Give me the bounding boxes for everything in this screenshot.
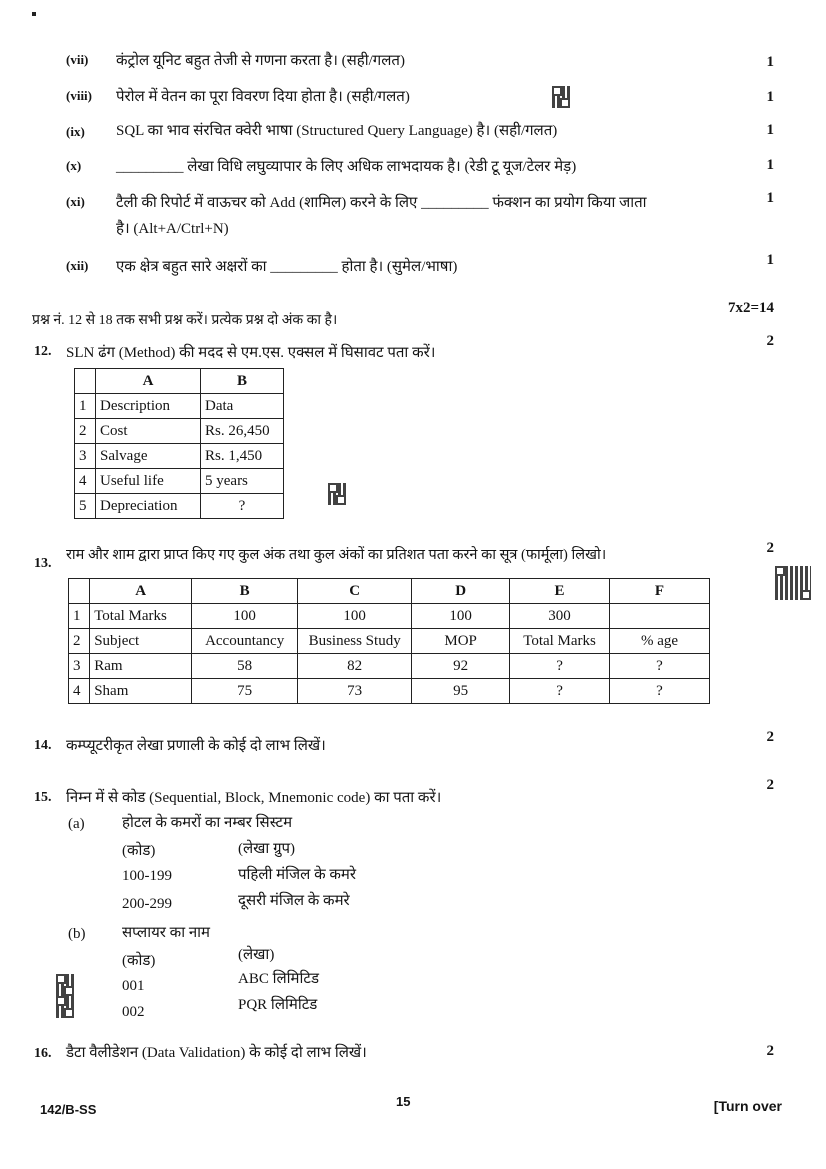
item-number: (xii) <box>66 258 89 273</box>
section-marks: 7x2=14 <box>727 300 774 316</box>
table-cell: Ram <box>90 654 192 679</box>
group-value: दूसरी मंजिल के कमरे <box>238 893 350 909</box>
table-cell: Rs. 1,450 <box>201 444 284 469</box>
item-text: SQL का भाव संरचित क्वेरी भाषा (Structured Query Language) है। (सही/गलत) <box>116 123 558 139</box>
table-cell: Depreciation <box>96 494 201 519</box>
header-cell: D <box>412 579 510 604</box>
row-index: 1 <box>69 604 90 629</box>
question-number: 13. <box>34 556 52 571</box>
table-cell: 92 <box>412 654 510 679</box>
table-cell: ? <box>610 679 710 704</box>
item-mark: 1 <box>766 122 774 138</box>
qr-code-icon <box>775 566 811 600</box>
row-index: 1 <box>75 394 96 419</box>
item-number: (viii) <box>66 88 92 103</box>
sub-title: होटल के कमरों का नम्बर सिस्टम <box>122 815 293 831</box>
table-cell: 73 <box>298 679 412 704</box>
item-mark: 1 <box>766 89 774 105</box>
question-number: 16. <box>34 1046 52 1061</box>
table-row <box>75 394 284 419</box>
table-cell: Accountancy <box>192 629 298 654</box>
header-cell: A <box>90 579 192 604</box>
question-mark: 2 <box>766 729 774 745</box>
row-index: 4 <box>69 679 90 704</box>
table-cell <box>610 604 710 629</box>
scan-dot <box>32 12 36 16</box>
question-mark: 2 <box>766 540 774 556</box>
table-cell: 95 <box>412 679 510 704</box>
question-number: 12. <box>34 344 52 359</box>
group-col-header: (लेखा ग्रुप) <box>238 841 296 857</box>
q12-sheet-table <box>74 368 284 519</box>
table-header-row <box>75 369 284 394</box>
table-cell: 100 <box>192 604 298 629</box>
q13-sheet-table <box>68 578 710 704</box>
item-text: कंट्रोल यूनिट बहुत तेजी से गणना करता है। (सही/गलत) <box>116 53 405 69</box>
question-mark: 2 <box>766 333 774 349</box>
paper-code: 142/B-SS <box>40 1102 97 1117</box>
row-index: 3 <box>75 444 96 469</box>
row-index: 4 <box>75 469 96 494</box>
qr-code-icon <box>56 974 74 996</box>
table-cell: Business Study <box>298 629 412 654</box>
code-value: 002 <box>122 1004 145 1020</box>
code-value: 100-199 <box>122 868 172 884</box>
table-row <box>69 654 710 679</box>
code-value: 001 <box>122 978 145 994</box>
table-cell: Useful life <box>96 469 201 494</box>
row-index: 2 <box>75 419 96 444</box>
table-cell: 300 <box>510 604 610 629</box>
table-cell: 100 <box>412 604 510 629</box>
header-cell: B <box>201 369 284 394</box>
item-number: (vii) <box>66 52 89 67</box>
question-text: कम्प्यूटरीकृत लेखा प्रणाली के कोई दो लाभ लिखें। <box>66 738 326 754</box>
table-cell: Total Marks <box>510 629 610 654</box>
header-cell <box>75 369 96 394</box>
table-cell: MOP <box>412 629 510 654</box>
turn-over-label: [Turn over <box>713 1098 782 1114</box>
table-cell: 75 <box>192 679 298 704</box>
group-value: पहिली मंजिल के कमरे <box>238 867 356 883</box>
header-cell <box>69 579 90 604</box>
question-number: 15. <box>34 790 52 805</box>
item-mark: 1 <box>766 54 774 70</box>
question-text: राम और शाम द्वारा प्राप्त किए गए कुल अंक तथा कुल अंकों का प्रतिशत पता करने का सूत्र (फार्मूला) लिखो। <box>66 547 607 563</box>
qr-code-icon <box>56 996 74 1018</box>
question-text: निम्न में से कोड (Sequential, Block, Mnemonic code) का पता करें। <box>66 790 442 806</box>
table-cell: Sham <box>90 679 192 704</box>
header-cell: F <box>610 579 710 604</box>
item-text: _________ लेखा विधि लघुव्यापार के लिए अधिक लाभदायक है। (रेडी टू यूज/टेलर मेड़) <box>116 159 577 175</box>
table-cell: Data <box>201 394 284 419</box>
code-col-header: (कोड) <box>122 843 156 859</box>
row-index: 2 <box>69 629 90 654</box>
item-text: टैली की रिपोर्ट में वाऊचर को Add (शामिल) करने के लिए _________ फंक्शन का प्रयोग किया जाता <box>116 195 647 211</box>
table-row <box>69 679 710 704</box>
table-cell: 100 <box>298 604 412 629</box>
table-cell: Total Marks <box>90 604 192 629</box>
header-cell: C <box>298 579 412 604</box>
header-cell: A <box>96 369 201 394</box>
table-cell: Salvage <box>96 444 201 469</box>
question-number: 14. <box>34 738 52 753</box>
item-mark: 1 <box>766 252 774 268</box>
item-number: (x) <box>66 158 82 173</box>
item-text: पेरोल में वेतन का पूरा विवरण दिया होता है। (सही/गलत) <box>116 89 410 105</box>
code-col-header: (कोड) <box>122 953 156 969</box>
table-cell: ? <box>201 494 284 519</box>
table-cell: ? <box>510 654 610 679</box>
qr-code-icon <box>328 483 346 505</box>
table-row <box>69 629 710 654</box>
sub-title: सप्लायर का नाम <box>122 925 211 941</box>
sub-label: (a) <box>68 816 85 832</box>
header-cell: E <box>510 579 610 604</box>
table-cell: Subject <box>90 629 192 654</box>
table-row <box>75 444 284 469</box>
table-cell: % age <box>610 629 710 654</box>
question-text: SLN ढंग (Method) की मदद से एम.एस. एक्सल में घिसावट पता करें। <box>66 345 436 361</box>
code-value: 200-299 <box>122 896 172 912</box>
item-number: (xi) <box>66 194 85 209</box>
question-mark: 2 <box>766 1043 774 1059</box>
page-number: 15 <box>396 1094 411 1109</box>
table-cell: Cost <box>96 419 201 444</box>
table-row <box>75 419 284 444</box>
table-cell: 82 <box>298 654 412 679</box>
qr-code-icon <box>552 86 570 108</box>
header-cell: B <box>192 579 298 604</box>
table-row <box>69 604 710 629</box>
table-cell: 5 years <box>201 469 284 494</box>
item-mark: 1 <box>766 157 774 173</box>
sub-label: (b) <box>68 926 86 942</box>
table-row <box>75 469 284 494</box>
table-cell: ? <box>610 654 710 679</box>
item-text: एक क्षेत्र बहुत सारे अक्षरों का _________ होता है। (सुमेल/भाषा) <box>116 259 458 275</box>
item-mark: 1 <box>766 190 774 206</box>
table-row <box>75 494 284 519</box>
section-instruction: प्रश्न नं. 12 से 18 तक सभी प्रश्न करें। प्रत्येक प्रश्न दो अंक का है। <box>32 313 338 328</box>
table-header-row <box>69 579 710 604</box>
question-text: डैटा वैलीडेशन (Data Validation) के कोई दो लाभ लिखें। <box>66 1045 367 1061</box>
group-value: PQR लिमिटिड <box>238 997 318 1013</box>
table-cell: ? <box>510 679 610 704</box>
table-cell: Rs. 26,450 <box>201 419 284 444</box>
item-text-cont: है। (Alt+A/Ctrl+N) <box>116 221 229 237</box>
row-index: 5 <box>75 494 96 519</box>
item-number: (ix) <box>66 124 85 139</box>
group-col-header: (लेखा) <box>238 947 275 963</box>
row-index: 3 <box>69 654 90 679</box>
table-cell: Description <box>96 394 201 419</box>
table-cell: 58 <box>192 654 298 679</box>
question-mark: 2 <box>766 777 774 793</box>
group-value: ABC लिमिटिड <box>238 971 319 987</box>
